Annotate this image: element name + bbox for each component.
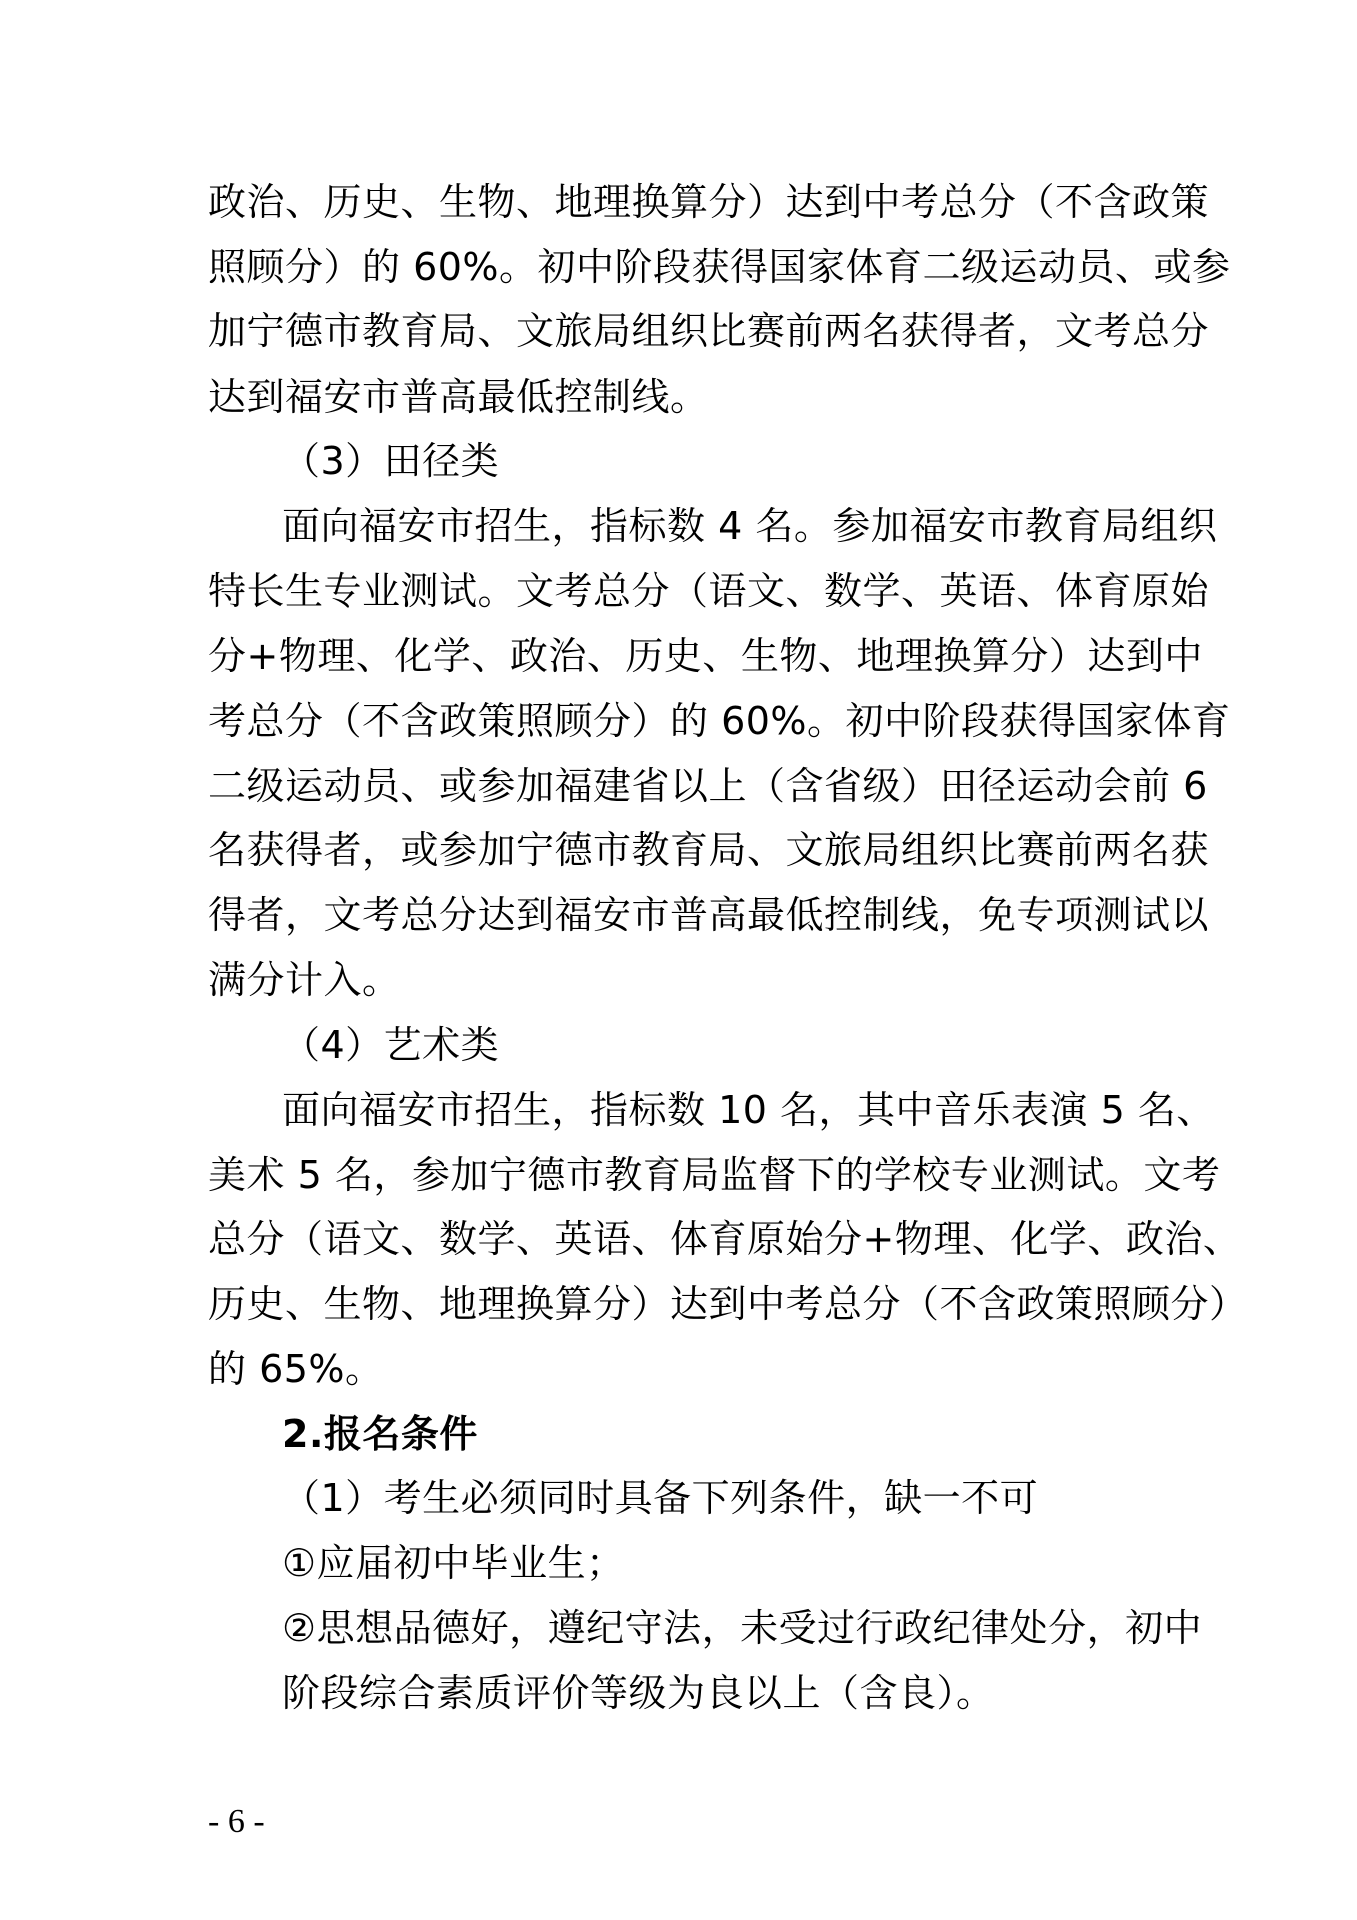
list-heading: （1）考生必须同时具备下列条件，缺一不可 [282, 1476, 1039, 1520]
paragraph-line: 二级运动员、或参加福建省以上（含省级）田径运动会前 6 [208, 764, 1208, 808]
paragraph-line: 照顾分）的 60%。初中阶段获得国家体育二级运动员、或参 [208, 245, 1231, 289]
paragraph-line: 的 65%。 [208, 1347, 384, 1391]
list-item: ①应届初中毕业生； [282, 1541, 625, 1585]
list-item: ②思想品德好，遵纪守法，未受过行政纪律处分，初中 [282, 1606, 1203, 1650]
paragraph-line: 面向福安市招生，指标数 4 名。参加福安市教育局组织 [282, 504, 1218, 548]
list-item-continuation: 阶段综合素质评价等级为良以上（含良）。 [282, 1671, 995, 1715]
paragraph-line: 得者，文考总分达到福安市普高最低控制线，免专项测试以 [208, 893, 1210, 937]
section-heading-art: （4）艺术类 [282, 1023, 500, 1067]
section-heading-registration: 2.报名条件 [282, 1412, 478, 1456]
paragraph-line: 美术 5 名，参加宁德市教育局监督下的学校专业测试。文考 [208, 1153, 1221, 1197]
paragraph-line: 名获得者，或参加宁德市教育局、文旅局组织比赛前两名获 [208, 828, 1210, 872]
page-number: - 6 - [208, 1803, 265, 1840]
paragraph-line: 满分计入。 [208, 958, 401, 1002]
paragraph-line: 面向福安市招生，指标数 10 名，其中音乐表演 5 名、 [282, 1088, 1215, 1132]
paragraph-line: 考总分（不含政策照顾分）的 60%。初中阶段获得国家体育 [208, 699, 1231, 743]
paragraph-line: 特长生专业测试。文考总分（语文、数学、英语、体育原始 [208, 569, 1210, 613]
paragraph-line: 总分（语文、数学、英语、体育原始分+物理、化学、政治、 [208, 1217, 1242, 1261]
paragraph-line: 达到福安市普高最低控制线。 [208, 375, 709, 419]
paragraph-line: 历史、生物、地理换算分）达到中考总分（不含政策照顾分） [208, 1282, 1248, 1326]
section-heading-track: （3）田径类 [282, 439, 500, 483]
paragraph-line: 政治、历史、生物、地理换算分）达到中考总分（不含政策 [208, 180, 1210, 224]
paragraph-line: 分+物理、化学、政治、历史、生物、地理换算分）达到中 [208, 634, 1203, 678]
paragraph-line: 加宁德市教育局、文旅局组织比赛前两名获得者，文考总分 [208, 309, 1210, 353]
